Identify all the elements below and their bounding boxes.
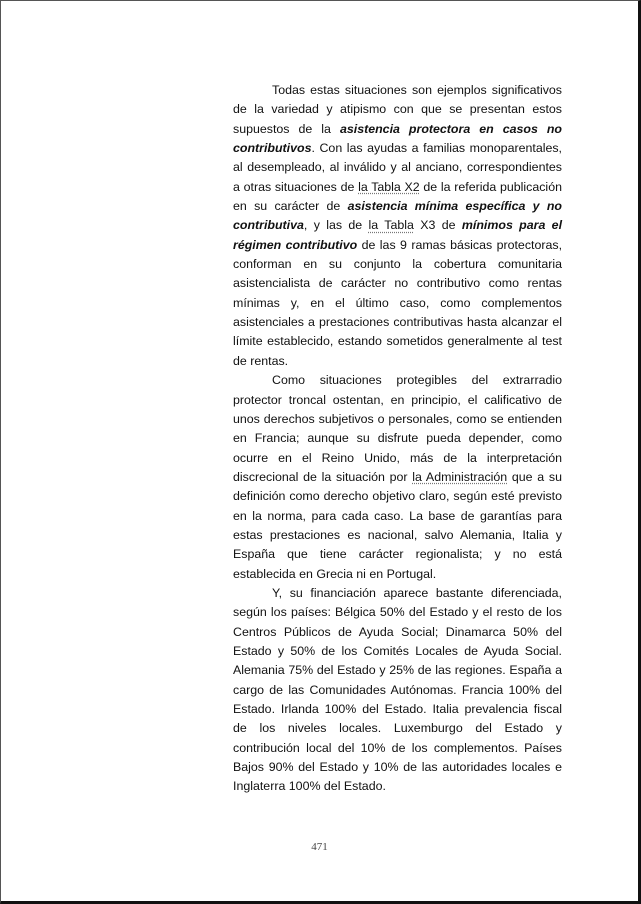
bold-italic-term: mínimos para el régimen contributivo — [233, 218, 563, 252]
administration-reference: la Administración — [412, 469, 508, 484]
text-run: Como situaciones protegibles del extrarradio protector troncal ostentan, en principio, el calificativo de unos derechos subjetivos o personales, como se entienden en Francia; aunque su disfrute pueda depender, como ocurre en el Reino Unido, más de la interpretación discrecional de la situación por — [233, 373, 562, 484]
text-run: X3 de — [413, 218, 462, 233]
text-run: Y, su financiación aparece bastante diferenciada, según los países: Bélgica 50% del Estado y el resto de los Centros Públicos de Ayuda Social; Dinamarca 50% del Estado y 50% de los Comités Locales de Ayuda Social. Alemania 75% del Estado y 25% de las regiones. España a cargo de las Comunidades Autónomas. Francia 100% del Estado. Irlanda 100% del Estado. Italia prevalencia fiscal de los niveles locales. Luxemburgo del Estado y contribución local del 10% de los complementos. Países Bajos 90% del Estado y 10% de las autoridades locales e Inglaterra 100% del Estado. — [233, 585, 562, 794]
paragraph-situaciones — [233, 81, 562, 371]
table-reference: la Tabla — [368, 218, 414, 233]
paragraph-financiacion — [233, 584, 562, 797]
bold-italic-term: asistencia mínima específica y no contributiva — [233, 199, 562, 233]
page-number: 471 — [311, 841, 328, 853]
text-run: de las 9 ramas básicas protectoras, conforman en su conjunto la cobertura comunitaria asistencialista de carácter no contributivo como rentas mínimas y, en el último caso, como complementos asistenciales a prestaciones contributivas hasta alcanzar el límite establecido, estando sometidos generalmente al test de rentas. — [233, 237, 563, 368]
text-run: , y las de — [303, 218, 369, 233]
text-run: de la referida publicación en su carácter de — [233, 179, 562, 214]
table-reference: la Tabla X2 — [358, 179, 420, 194]
paragraph-derechos — [233, 371, 562, 584]
bold-italic-term: asistencia protectora en casos no contributivos — [233, 121, 562, 156]
text-run: . Con las ayudas a familias monoparentales, al desempleado, al inválido y al anciano, correspondientes a otras situaciones de — [233, 141, 562, 194]
text-run: Todas estas situaciones son ejemplos significativos de la variedad y atipismo con que se presentan estos supuestos de la — [233, 83, 562, 136]
text-run: que a su definición como derecho objetivo claro, según esté previsto en la norma, para cada caso. La base de garantías para estas prestaciones es nacional, salvo Alemania, Italia y España que tiene carácter regionalista; y no está establecida en Grecia ni en Portugal. — [233, 469, 562, 581]
body-text — [233, 81, 562, 797]
